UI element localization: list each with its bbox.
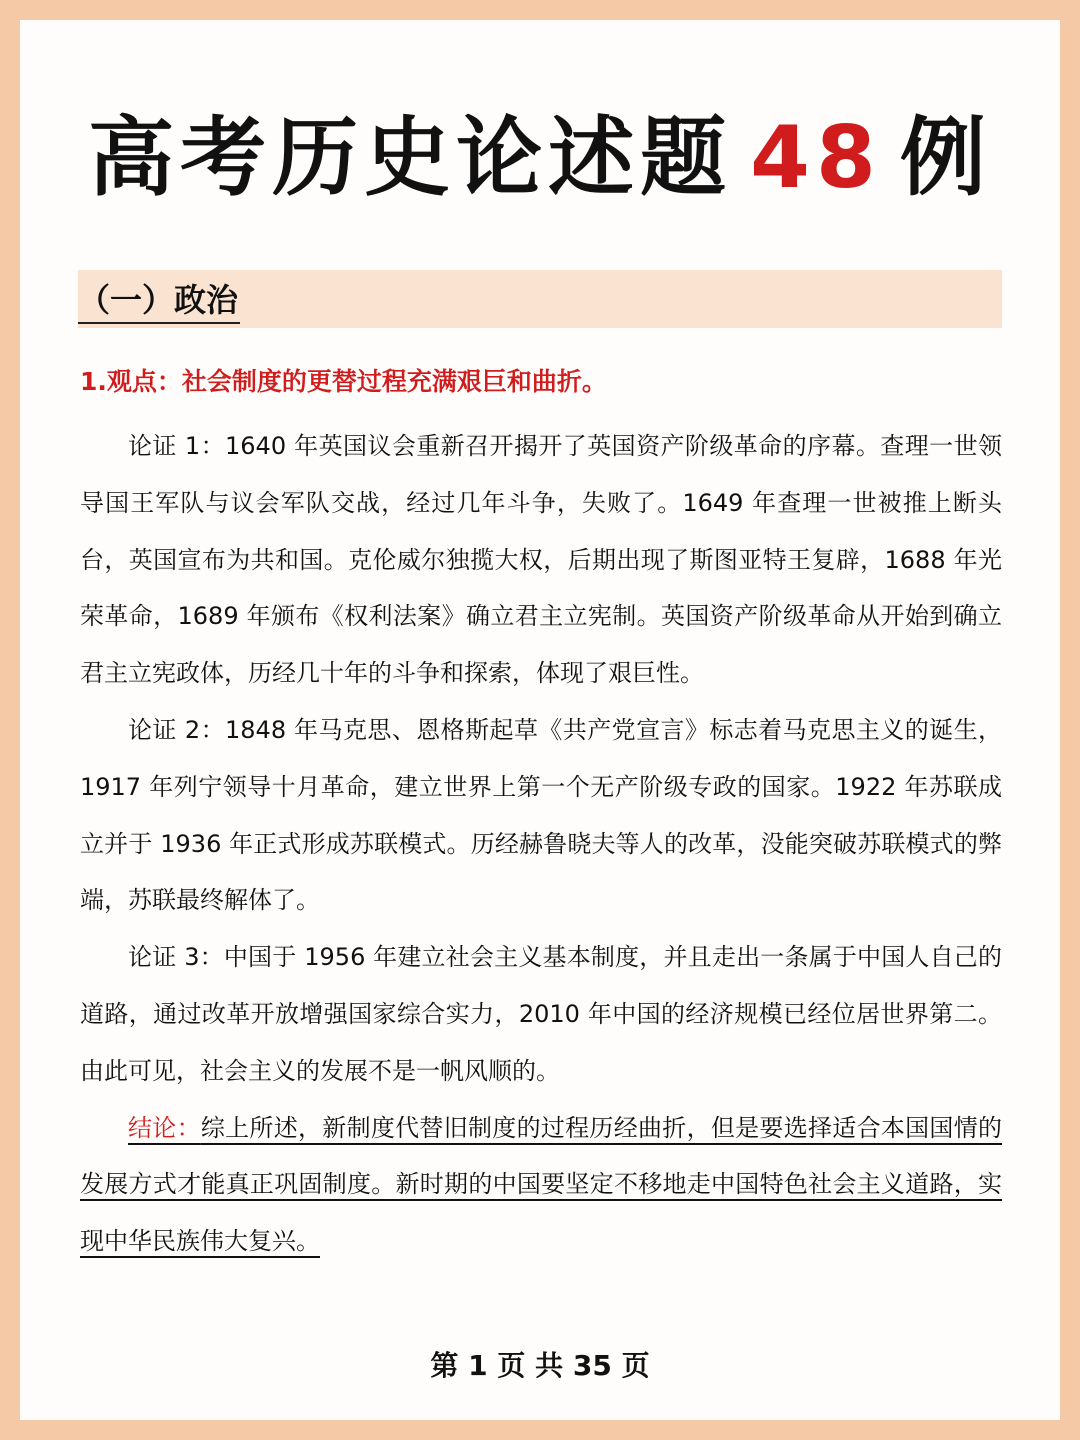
argument-paragraph-3: 论证 3：中国于 1956 年建立社会主义基本制度，并且走出一条属于中国人自己的道路，通过改革开放增强国家综合实力，2010 年中国的经济规模已经位居世界第二。由此可见，社会主义的发展不是一帆风顺的。 <box>80 943 1002 1085</box>
title-suffix: 例 <box>899 108 992 208</box>
argument-paragraph-1: 论证 1：1640 年英国议会重新召开揭开了英国资产阶级革命的序幕。查理一世领导国王军队与议会军队交战，经过几年斗争，失败了。1649 年查理一世被推上断头台，英国宣布为共和国。克伦威尔独揽大权，后期出现了斯图亚特王复辟，1688 年光荣革命，1689 年颁布《权利法案》确立君主立宪制。英国资产阶级革命从开始到确立君主立宪政体，历经几十年的斗争和探索，体现了艰巨性。 <box>80 432 1002 688</box>
viewpoint-heading: 1.观点：社会制度的更替过程充满艰巨和曲折。 <box>80 367 607 396</box>
argument-paragraph-2: 论证 2：1848 年马克思、恩格斯起草《共产党宣言》标志着马克思主义的诞生，1917 年列宁领导十月革命，建立世界上第一个无产阶级专政的国家。1922 年苏联成立并于 1936 年正式形成苏联模式。历经赫鲁晓夫等人的改革，没能突破苏联模式的弊端，苏联最终解体了。 <box>80 715 1002 915</box>
conclusion-paragraph <box>80 1100 1002 1270</box>
title-number: 48 <box>750 108 882 208</box>
title-main: 高考历史论述题 <box>88 108 733 208</box>
essay-body <box>80 418 1002 1270</box>
document-page <box>20 20 1060 1420</box>
conclusion-label: 结论： <box>128 1113 201 1142</box>
page-number: 第 1 页 共 35 页 <box>430 1349 650 1382</box>
section-heading: （一）政治 <box>78 278 240 324</box>
conclusion-text: 综上所述，新制度代替旧制度的过程历经曲折，但是要选择适合本国国情的发展方式才能真正巩固制度。新时期的中国要坚定不移地走中国特色社会主义道路，实现中华民族伟大复兴。 <box>80 1113 1002 1256</box>
page-title <box>20 108 1060 208</box>
